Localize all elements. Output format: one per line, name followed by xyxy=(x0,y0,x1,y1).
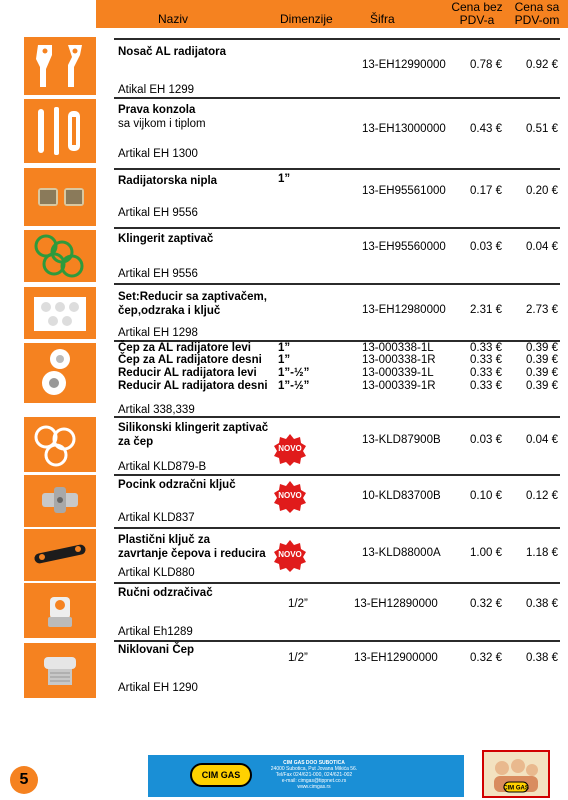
product-dimension: 1/2” xyxy=(288,652,308,664)
company-address-block xyxy=(254,760,374,790)
price-net: 1.00 € xyxy=(470,547,502,559)
novo-badge xyxy=(273,433,307,467)
row-divider xyxy=(114,168,560,170)
multi-item-code: 13-000338-1L xyxy=(362,342,434,354)
product-dimension: 1” xyxy=(278,173,291,185)
multi-item-dim: 1” xyxy=(278,342,291,354)
row-divider xyxy=(114,283,560,285)
multi-item-price-net: 0.33 € xyxy=(470,354,502,366)
product-image-nosac xyxy=(24,37,96,95)
price-net: 2.31 € xyxy=(470,304,502,316)
company-logo-text: CIM GAS xyxy=(201,770,241,780)
company-phone: Tel/Fax 024/621-000, 024/621-002 xyxy=(275,772,353,778)
price-net: 0.10 € xyxy=(470,490,502,502)
novo-badge xyxy=(273,480,307,514)
company-address: 24000 Subotica, Put Jovana Mikića 56. xyxy=(270,766,358,772)
product-name-line2: za čep xyxy=(118,436,154,448)
row-divider xyxy=(114,527,560,529)
novo-badge-label: NOVO xyxy=(278,444,302,453)
product-name: Silikonski klingerit zaptivač xyxy=(118,422,269,434)
row-divider xyxy=(114,640,560,642)
product-name: Radijatorska nipla xyxy=(118,175,218,187)
article-number: Artikal KLD879-B xyxy=(118,461,207,473)
photo-logo: CIM GAS xyxy=(503,785,529,792)
multi-item-price-gross: 0.39 € xyxy=(526,342,558,354)
article-number: Artikal EH 9556 xyxy=(118,268,198,280)
row-divider xyxy=(114,227,560,229)
col-dimenzije: Dimenzije xyxy=(280,12,333,26)
product-image-nipla xyxy=(24,168,96,226)
multi-item-code: 13-000339-1L xyxy=(362,367,434,379)
product-name-line2: zavrtanje čepova i reducira xyxy=(118,548,266,560)
family-photo xyxy=(482,750,550,798)
row-divider xyxy=(114,582,560,584)
price-net: 0.78 € xyxy=(470,59,502,71)
page-number-badge xyxy=(10,766,38,794)
row-divider xyxy=(114,38,560,40)
col-cena-bez xyxy=(446,1,508,27)
multi-item-name: Čep za AL radijatore levi xyxy=(118,342,251,354)
article-number: Artikal EH 1290 xyxy=(118,682,198,694)
article-number: Artikal EH 9556 xyxy=(118,207,198,219)
product-image-konzola xyxy=(24,99,96,163)
article-number: Artikal EH 1298 xyxy=(118,327,198,339)
article-number: Artikal 338,339 xyxy=(118,404,195,416)
col-cena-bez-line2: PDV-a xyxy=(459,13,495,27)
price-gross: 0.38 € xyxy=(526,598,558,610)
product-name: Pocink odzračni ključ xyxy=(118,479,236,491)
price-net: 0.03 € xyxy=(470,434,502,446)
article-number: Artikal EH 1300 xyxy=(118,148,198,160)
product-name: Plastični ključ za xyxy=(118,534,211,546)
price-net: 0.32 € xyxy=(470,598,502,610)
col-cena-sa-line2: PDV-om xyxy=(514,13,560,27)
col-sifra: Šifra xyxy=(370,12,395,26)
company-email: e-mail: cimgas@tippnet.co.rs xyxy=(281,778,347,784)
multi-item-name: Reducir AL radijatora levi xyxy=(118,367,257,379)
multi-item-name: Čep za AL radijatore desni xyxy=(118,354,262,366)
novo-badge-label: NOVO xyxy=(278,550,302,559)
product-code: 13-EH95560000 xyxy=(362,241,446,253)
row-divider xyxy=(114,416,560,418)
price-gross: 0.38 € xyxy=(526,652,558,664)
price-net: 0.17 € xyxy=(470,185,502,197)
novo-badge xyxy=(273,539,307,573)
product-code: 13-EH12980000 xyxy=(362,304,446,316)
multi-item-price-gross: 0.39 € xyxy=(526,380,558,392)
price-gross: 0.92 € xyxy=(526,59,558,71)
product-code: 13-EH95561000 xyxy=(362,185,446,197)
price-gross: 0.20 € xyxy=(526,185,558,197)
price-gross: 1.18 € xyxy=(526,547,558,559)
product-image-silikonski xyxy=(24,417,96,472)
product-image-cep-reducir xyxy=(24,343,96,403)
row-divider xyxy=(114,97,560,99)
article-number: Artikal KLD837 xyxy=(118,512,195,524)
product-image-klingerit xyxy=(24,230,96,282)
multi-item-price-net: 0.33 € xyxy=(470,380,502,392)
product-name: Nosač AL radijatora xyxy=(118,46,227,58)
product-code: 13-EH13000000 xyxy=(362,123,446,135)
product-dimension: 1/2” xyxy=(288,598,308,610)
col-cena-sa-line1: Cena sa xyxy=(514,0,560,14)
article-number: Artikal KLD880 xyxy=(118,567,195,579)
product-name-line2: čep,odzraka i ključ xyxy=(118,305,221,317)
col-cena-sa xyxy=(508,1,566,27)
price-gross: 0.12 € xyxy=(526,490,558,502)
product-name: Set:Reducir sa zaptivačem, xyxy=(118,291,267,303)
price-net: 0.43 € xyxy=(470,123,502,135)
row-divider xyxy=(114,474,560,476)
multi-item-code: 13-000339-1R xyxy=(362,380,436,392)
product-name: Niklovani Čep xyxy=(118,644,195,656)
multi-item-price-gross: 0.39 € xyxy=(526,367,558,379)
price-gross: 0.04 € xyxy=(526,434,558,446)
product-image-plasticni-kljuc xyxy=(24,529,96,581)
multi-item-name: Reducir AL radijatora desni xyxy=(118,380,268,392)
product-subtitle: sa vijkom i tiplom xyxy=(118,118,206,130)
product-code: 10-KLD83700B xyxy=(362,490,441,502)
product-code: 13-EH12990000 xyxy=(362,59,446,71)
col-cena-bez-line1: Cena bez xyxy=(451,0,503,14)
product-image-set-reducir xyxy=(24,287,96,339)
product-code: 13-EH12900000 xyxy=(354,652,438,664)
article-number: Atikal EH 1299 xyxy=(118,84,195,96)
product-code: 13-KLD88000A xyxy=(362,547,441,559)
multi-item-price-gross: 0.39 € xyxy=(526,354,558,366)
price-gross: 0.51 € xyxy=(526,123,558,135)
price-net: 0.32 € xyxy=(470,652,502,664)
multi-item-price-net: 0.33 € xyxy=(470,367,502,379)
article-number: Artikal Eh1289 xyxy=(118,626,193,638)
product-name: Klingerit zaptivač xyxy=(118,233,214,245)
product-code: 13-EH12890000 xyxy=(354,598,438,610)
product-image-niklovani-cep xyxy=(24,643,96,698)
novo-badge-label: NOVO xyxy=(278,491,302,500)
product-image-rucni-odzracivac xyxy=(24,583,96,638)
product-image-pocink xyxy=(24,475,96,527)
product-code: 13-KLD87900B xyxy=(362,434,441,446)
multi-item-dim: 1” xyxy=(278,354,291,366)
price-gross: 2.73 € xyxy=(526,304,558,316)
page-number: 5 xyxy=(19,771,29,788)
price-gross: 0.04 € xyxy=(526,241,558,253)
company-name: CIM GAS DOO SUBOTICA xyxy=(283,760,345,766)
product-name: Ručni odzračivač xyxy=(118,587,213,599)
multi-item-price-net: 0.33 € xyxy=(470,342,502,354)
company-web: www.cimgas.rs xyxy=(297,784,331,790)
price-net: 0.03 € xyxy=(470,241,502,253)
multi-item-code: 13-000338-1R xyxy=(362,354,436,366)
multi-item-dim: 1”-½” xyxy=(278,380,310,392)
col-naziv: Naziv xyxy=(158,12,189,26)
product-name: Prava konzola xyxy=(118,104,196,116)
company-logo xyxy=(190,763,252,787)
multi-item-dim: 1”-½” xyxy=(278,367,310,379)
